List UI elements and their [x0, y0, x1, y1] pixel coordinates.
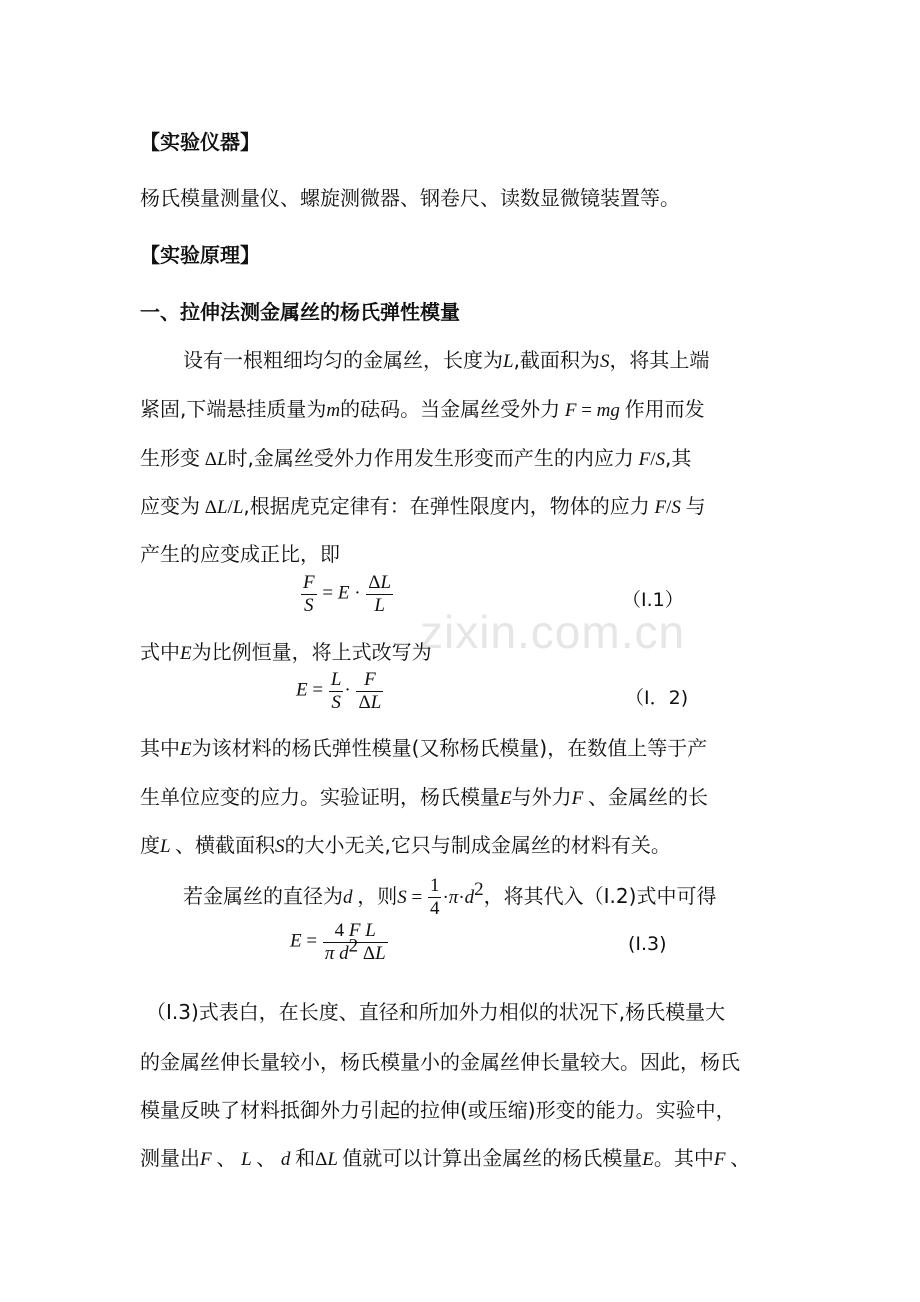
equation-3-number: (Ⅰ.3) — [628, 933, 667, 955]
para3-line1: 其中E为该材料的杨氏弹性模量(又称杨氏模量)，在数值上等于产 — [140, 736, 708, 760]
para1-line5: 产生的应变成正比，即 — [140, 542, 340, 566]
para5-line1: （Ⅰ.3)式表白，在长度、直径和所加外力相似的状况下,杨氏模量大 — [146, 1000, 726, 1024]
equation-1: $\frac{F}{S}$ = E · $\frac{\Delta L}{L}$ — [303, 572, 392, 616]
instruments-heading: 【实验仪器】 — [140, 130, 260, 154]
para3-line2: 生单位应变的应力。实验证明，杨氏模量E与外力F 、金属丝的长 — [140, 785, 708, 809]
para5-line4: 测量出F 、 L 、 d 和ΔL 值就可以计算出金属丝的杨氏模量E。其中F 、 — [140, 1146, 751, 1170]
para1-line4: 应变为 ΔL/L,根据虎克定律有：在弹性限度内，物体的应力 F/S 与 — [140, 494, 706, 518]
equation-2-number: （Ⅰ．2) — [625, 687, 689, 709]
equation-3: E = $\frac{\text{4 F L}}{\pi d^2 \Delta L}$ — [290, 920, 386, 964]
watermark: zixin.com.cn — [420, 606, 686, 658]
para1-line2: 紧固,下端悬挂质量为m的砝码。当金属丝受外力 F = mg 作用而发 — [140, 397, 705, 421]
equation-2: E = $\frac{L}{S}$ · $\frac{F}{\Delta L}$ — [296, 669, 382, 713]
para2: 式中E为比例恒量，将上式改写为 — [140, 640, 432, 664]
para1-line1: 设有一根粗细均匀的金属丝，长度为L,截面积为S，将其上端 — [183, 348, 710, 372]
para3-line3: 度L 、横截面积S的大小无关,它只与制成金属丝的材料有关。 — [140, 833, 671, 857]
sub-heading: 一、拉伸法测金属丝的杨氏弹性模量 — [140, 300, 460, 324]
equation-1-number: （Ⅰ.1） — [622, 589, 684, 611]
instruments-text: 杨氏模量测量仪、螺旋测微器、钢卷尺、读数显微镜装置等。 — [140, 186, 680, 210]
para4: 若金属丝的直径为d ，则S = $\frac{1}{4}$ $\cdot\pi\cdot d^2$，将其代入（Ⅰ.2)式中可得 — [183, 875, 717, 919]
para5-line2: 的金属丝伸长量较小，杨氏模量小的金属丝伸长量较大。因此，杨氏 — [140, 1050, 740, 1074]
para5-line3: 模量反映了材料抵御外力引起的拉伸(或压缩)形变的能力。实验中， — [140, 1098, 736, 1122]
para1-line3: 生形变 ΔL时,金属丝受外力作用发生形变而产生的内应力 F/S,其 — [140, 446, 692, 470]
principle-heading: 【实验原理】 — [140, 243, 260, 267]
